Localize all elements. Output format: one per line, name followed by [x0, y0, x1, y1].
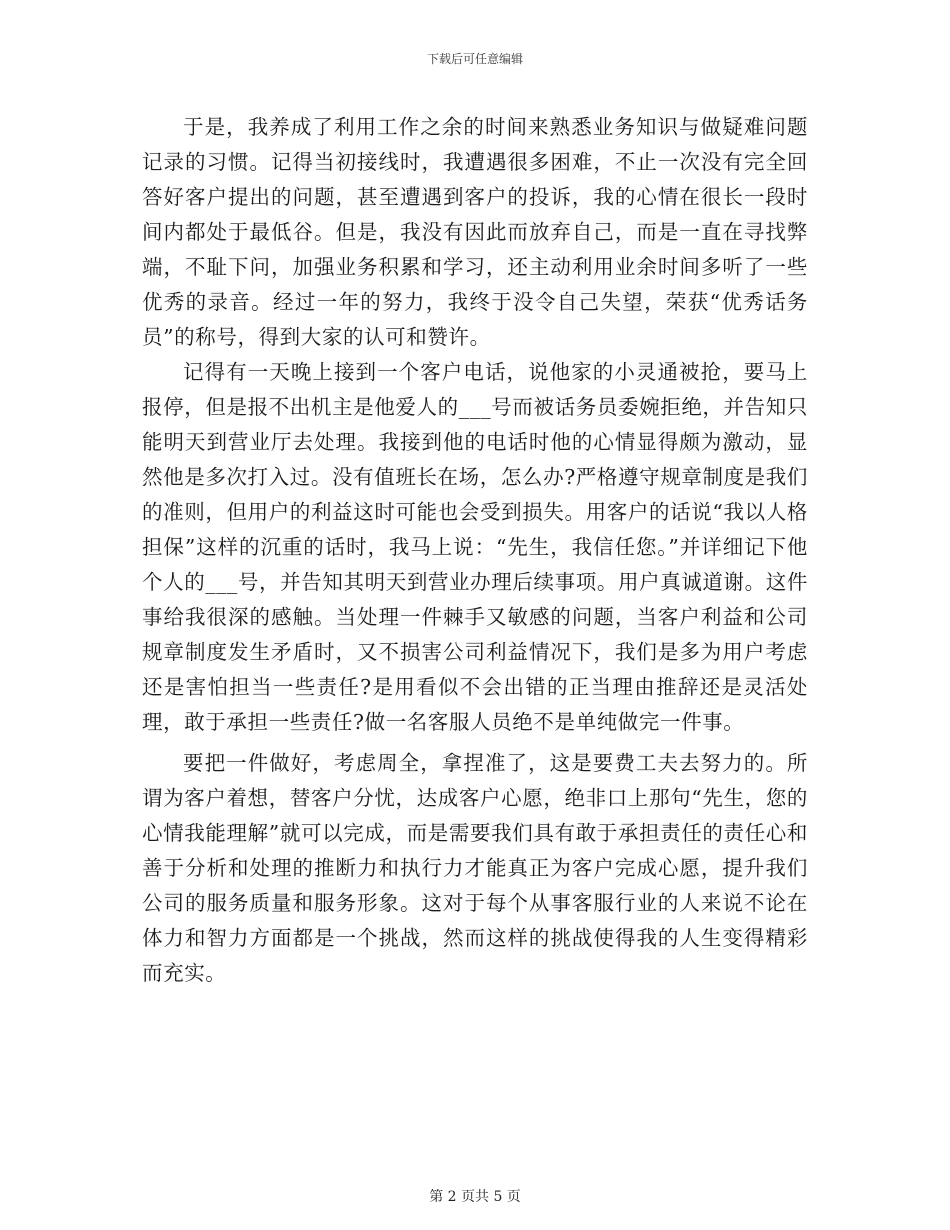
- paragraph-3: 要把一件做好，考虑周全，拿捏准了，这是要费工夫去努力的。所谓为客户着想，替客户分忧，达成客户心愿，绝非口上那句“先生，您的心情我能理解”就可以完成，而是需要我们具有敢于承担责任的责任心和善于分析和处理的推断力和执行力才能真正为客户完成心愿，提升我们公司的服务质量和服务形象。这对于每个从事客服行业的人来说不论在体力和智力方面都是一个挑战，然而这样的挑战使得我的人生变得精彩而充实。: [142, 751, 808, 985]
- paragraph-1: 于是，我养成了利用工作之余的时间来熟悉业务知识与做疑难问题记录的习惯。记得当初接线时，我遭遇很多困难，不止一次没有完全回答好客户提出的问题，甚至遭遇到客户的投诉，我的心情在很长一段时间内都处于最低谷。但是，我没有因此而放弃自己，而是一直在寻找弊端，不耻下问，加强业务积累和学习，还主动利用业余时间多听了一些优秀的录音。经过一年的努力，我终于没令自己失望，荣获“优秀话务员”的称号，得到大家的认可和赞许。: [142, 115, 808, 349]
- page-header: 下载后可任意编辑: [426, 52, 523, 66]
- paragraph-2: 记得有一天晚上接到一个客户电话，说他家的小灵通被抢，要马上报停，但是报不出机主是他爱人的___号而被话务员委婉拒绝，并告知只能明天到营业厅去处理。我接到他的电话时他的心情显得颇为激动，显然他是多次打入过。没有值班长在场，怎么办?严格遵守规章制度是我们的准则，但用户的利益这时可能也会受到损失。用客户的话说“我以人格担保”这样的沉重的话时，我马上说：“先生，我信任您。”并详细记下他个人的___号，并告知其明天到营业办理后续事项。用户真诚道谢。这件事给我很深的感触。当处理一件棘手又敏感的问题，当客户利益和公司规章制度发生矛盾时，又不损害公司利益情况下，我们是多为用户考虑还是害怕担当一些责任?是用看似不会出错的正当理由推辞还是灵活处理，敢于承担一些责任?做一名客服人员绝不是单纯做完一件事。: [142, 360, 808, 734]
- page-footer: 第 2 页共 5 页: [429, 1189, 521, 1205]
- document-body: [142, 110, 808, 991]
